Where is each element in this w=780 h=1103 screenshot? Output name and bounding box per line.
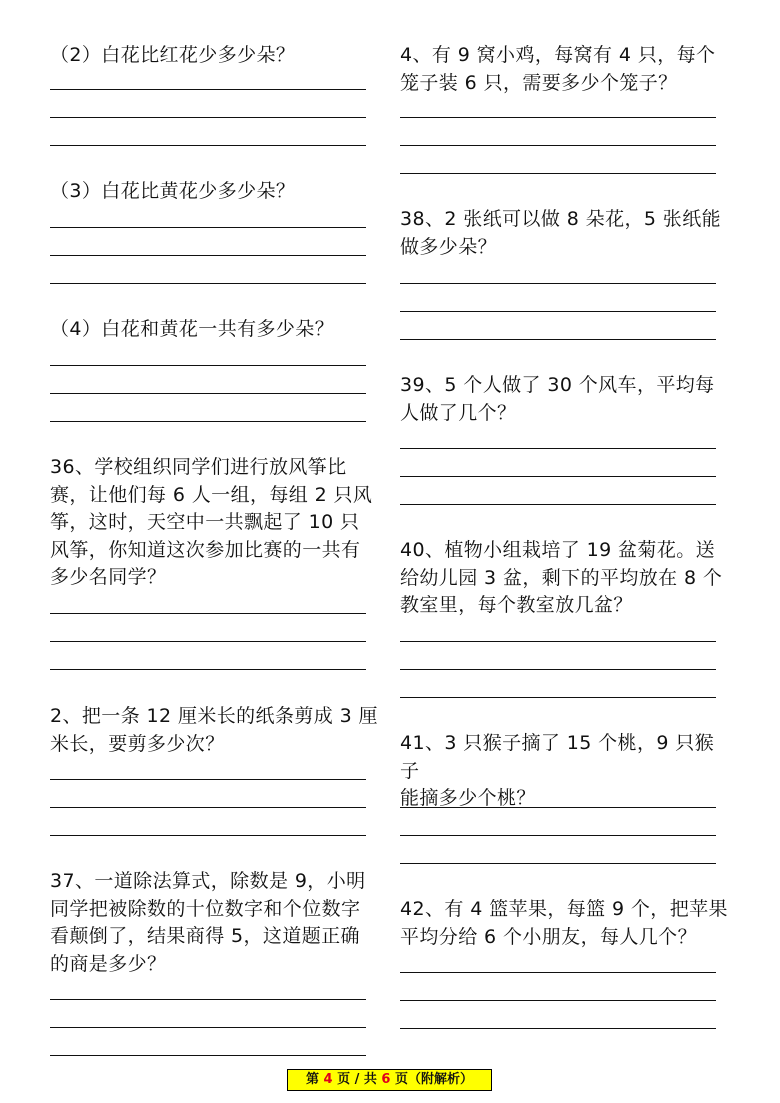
answer-line[interactable]	[50, 393, 366, 394]
question-text: （2）白花比红花少多少朵？	[50, 44, 296, 66]
answer-line[interactable]	[50, 365, 366, 366]
answer-line[interactable]	[400, 448, 716, 449]
question-text: 41、3 只猴子摘了 15 个桃，9 只猴子 能摘多少个桃？	[400, 732, 715, 809]
answer-line[interactable]	[400, 117, 716, 118]
answer-line[interactable]	[400, 697, 716, 698]
answer-line[interactable]	[50, 807, 366, 808]
question-text: 39、5 个人做了 30 个风车，平均每 人做了几个？	[400, 374, 715, 424]
answer-line[interactable]	[400, 641, 716, 642]
answer-line[interactable]	[400, 311, 716, 312]
answer-line[interactable]	[50, 999, 366, 1000]
answer-line[interactable]	[400, 476, 716, 477]
answer-line[interactable]	[400, 807, 716, 808]
question-text: 38、2 张纸可以做 8 朵花，5 张纸能 做多少朵？	[400, 208, 722, 258]
question-text: （3）白花比黄花少多少朵？	[50, 180, 296, 202]
answer-line[interactable]	[50, 255, 366, 256]
answer-line[interactable]	[400, 972, 716, 973]
footer-prefix: 第	[305, 1072, 324, 1087]
answer-line[interactable]	[50, 613, 366, 614]
page-footer	[287, 1069, 492, 1091]
question-text: 4、有 9 窝小鸡，每窝有 4 只，每个 笼子装 6 只，需要多少个笼子？	[400, 44, 716, 94]
answer-line[interactable]	[50, 89, 366, 90]
answer-line[interactable]	[400, 669, 716, 670]
answer-line[interactable]	[50, 421, 366, 422]
total-pages-number: 6	[381, 1072, 391, 1087]
question-text: 42、有 4 篮苹果，每篮 9 个，把苹果 平均分给 6 个小朋友，每人几个？	[400, 898, 728, 948]
question-text: 37、一道除法算式，除数是 9，小明 同学把被除数的十位数字和个位数字 看颠倒了，结果商得 5，这道题正确 的商是多少？	[50, 870, 366, 975]
current-page-number: 4	[323, 1072, 333, 1087]
answer-line[interactable]	[50, 641, 366, 642]
answer-line[interactable]	[50, 117, 366, 118]
answer-line[interactable]	[50, 283, 366, 284]
answer-line[interactable]	[50, 779, 366, 780]
answer-line[interactable]	[400, 339, 716, 340]
answer-line[interactable]	[50, 1055, 366, 1056]
answer-line[interactable]	[400, 835, 716, 836]
answer-line[interactable]	[50, 227, 366, 228]
answer-line[interactable]	[50, 669, 366, 670]
answer-line[interactable]	[400, 504, 716, 505]
answer-line[interactable]	[50, 835, 366, 836]
question-text: 40、植物小组栽培了 19 盆菊花。送 给幼儿园 3 盆，剩下的平均放在 8 个 教室里，每个教室放几盆？	[400, 539, 723, 616]
answer-line[interactable]	[400, 1000, 716, 1001]
answer-line[interactable]	[400, 173, 716, 174]
question-text: 2、把一条 12 厘米长的纸条剪成 3 厘 米长，要剪多少次？	[50, 705, 378, 755]
footer-middle: 页 / 共	[332, 1072, 382, 1087]
answer-line[interactable]	[400, 1028, 716, 1029]
question-text: 36、学校组织同学们进行放风筝比 赛，让他们每 6 人一组，每组 2 只风 筝，这时，天空中一共飘起了 10 只 风筝，你知道这次参加比赛的一共有 多少名同学？	[50, 456, 373, 588]
footer-suffix: 页（附解析）	[390, 1072, 473, 1087]
answer-line[interactable]	[50, 145, 366, 146]
answer-line[interactable]	[50, 1027, 366, 1028]
answer-line[interactable]	[400, 863, 716, 864]
question-text: （4）白花和黄花一共有多少朵？	[50, 318, 335, 340]
answer-line[interactable]	[400, 145, 716, 146]
answer-line[interactable]	[400, 283, 716, 284]
